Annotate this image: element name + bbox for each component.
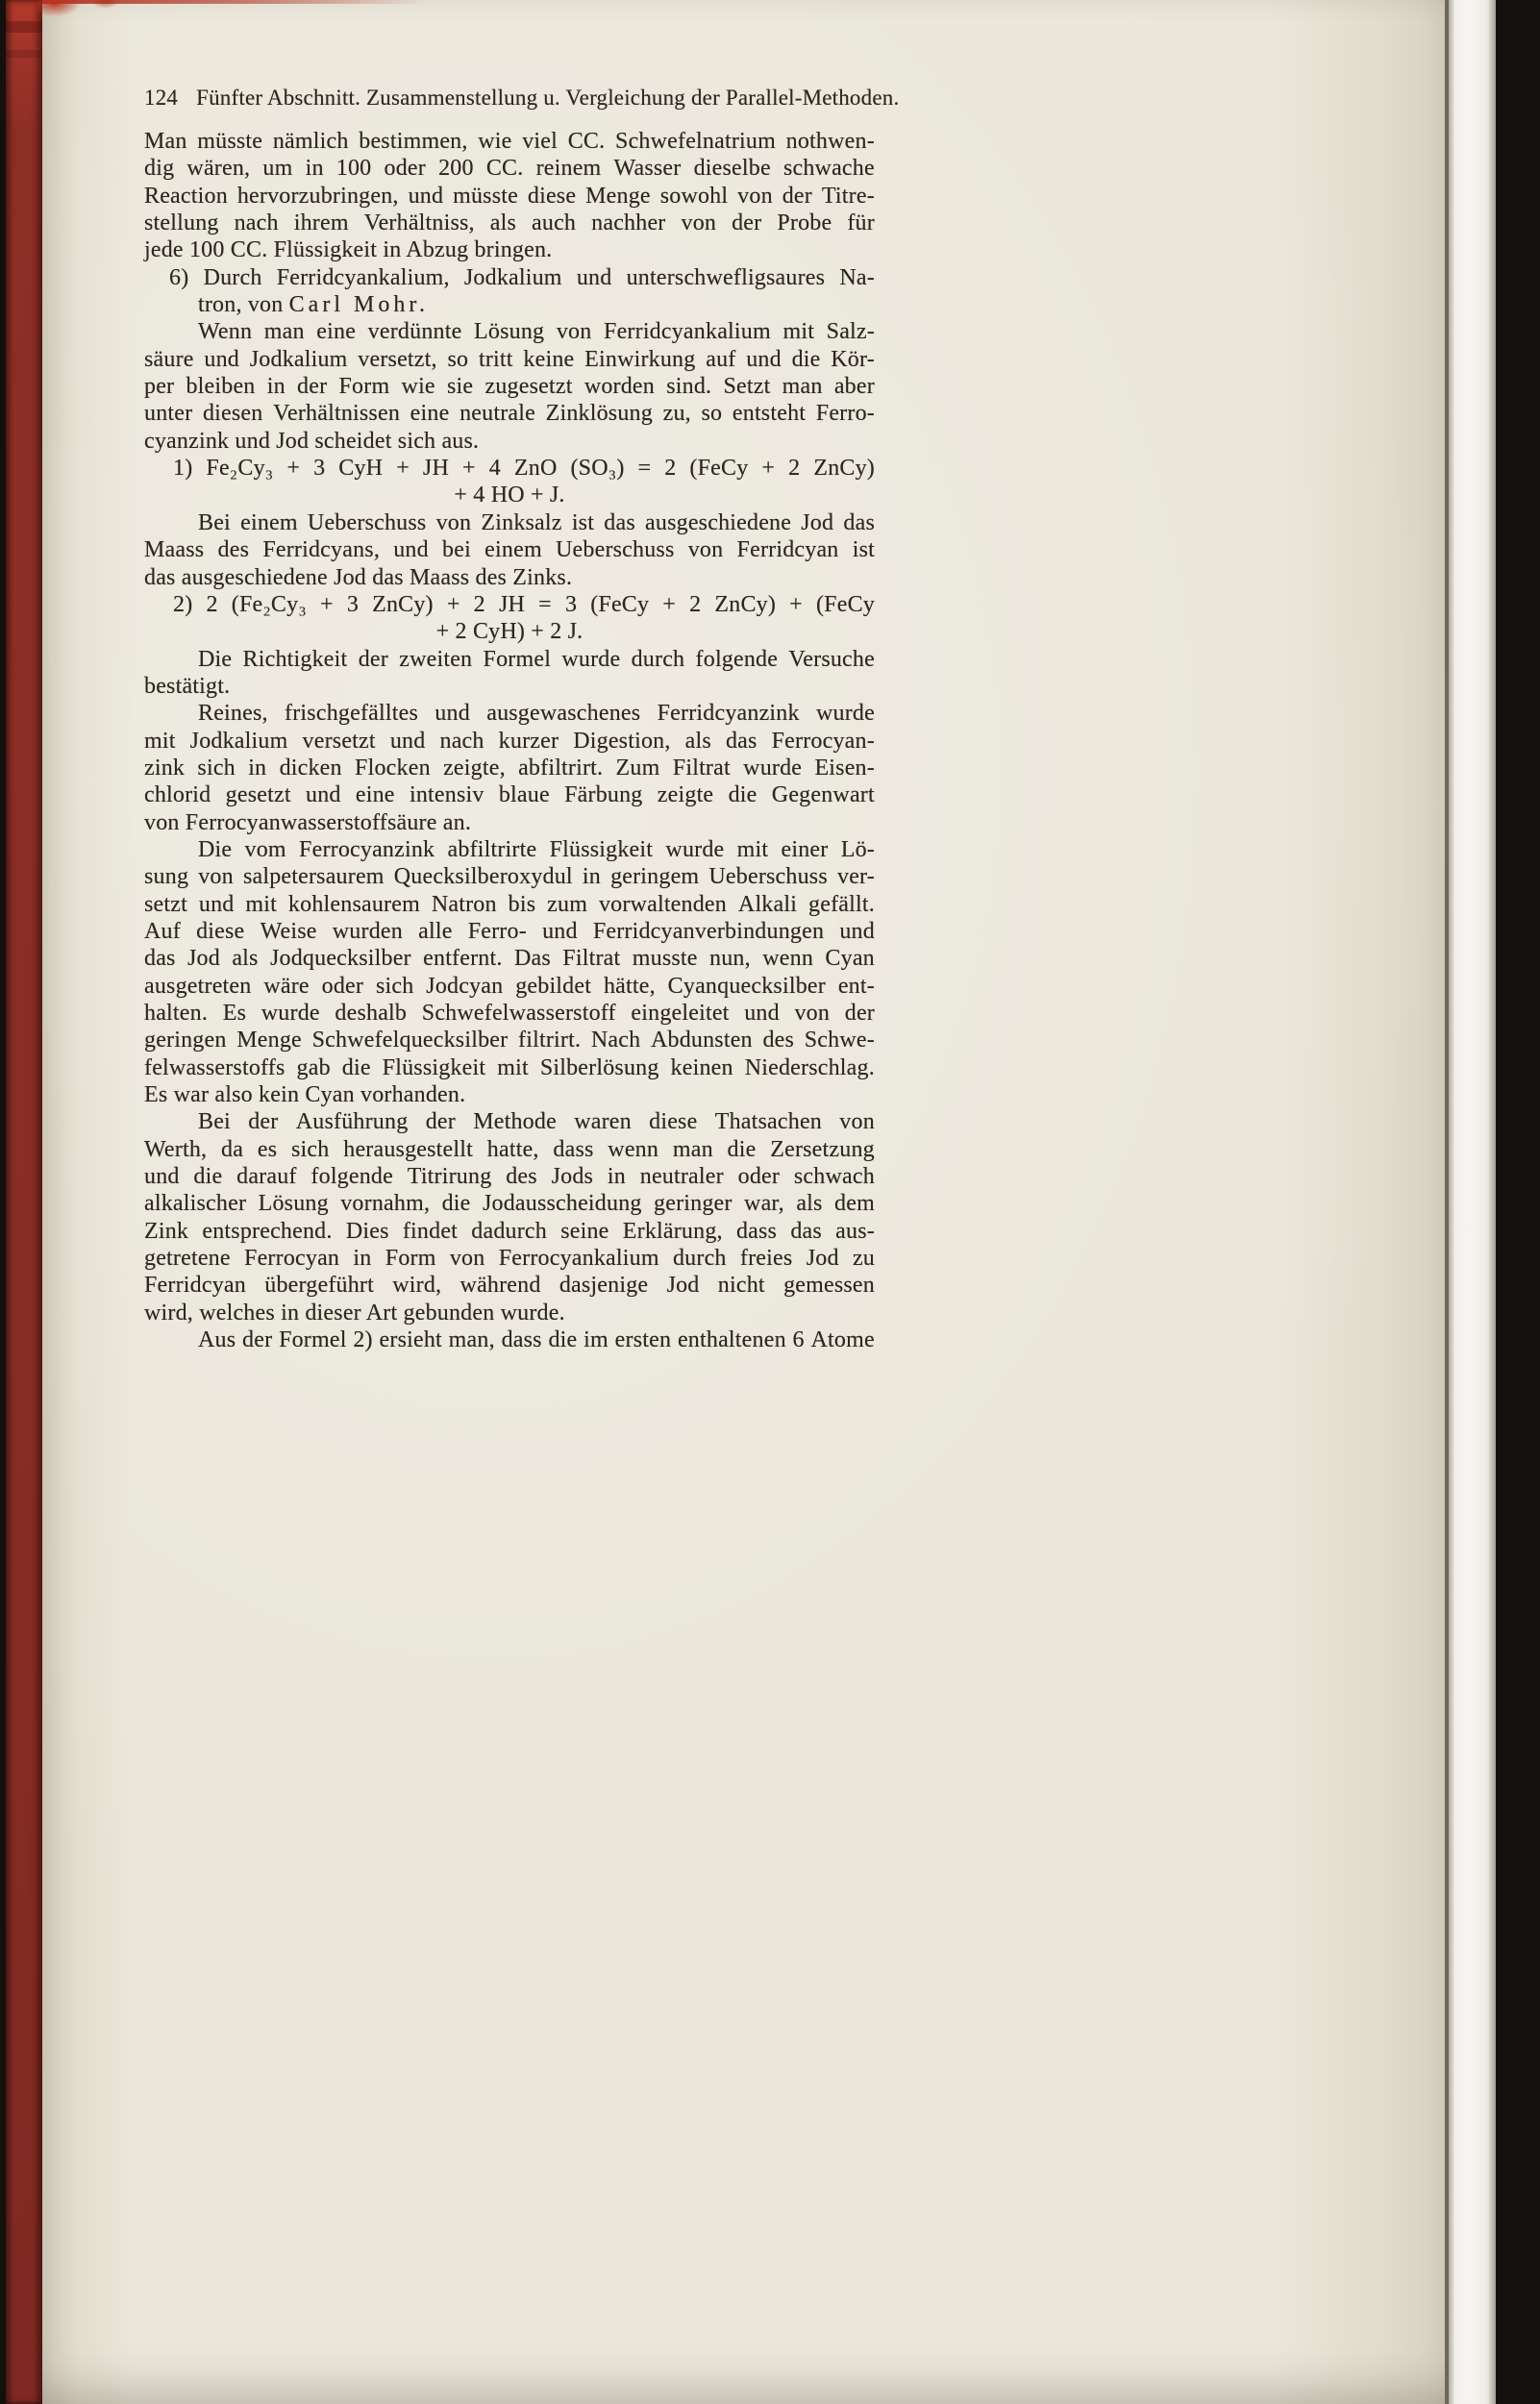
- text-line: das Jod als Jodquecksilber entfernt. Das Filtrat musste nun, wenn Cyan: [144, 946, 875, 972]
- paragraph: [144, 128, 875, 264]
- text-line: sung von salpetersaurem Quecksilberoxydul in geringem Ueberschuss ver-: [144, 864, 875, 890]
- red-ink-smudge-artifact: [92, 0, 125, 11]
- text-line: unter diesen Verhältnissen eine neutrale Zinklösung zu, so entsteht Ferro-: [144, 401, 875, 427]
- spine-dark-mark: [6, 21, 42, 33]
- text-line: Aus der Formel 2) ersieht man, dass die im ersten enthaltenen 6 Atome: [198, 1327, 875, 1353]
- text-line: Werth, da es sich herausgestellt hatte, dass wenn man die Zersetzung: [144, 1136, 875, 1162]
- text-line: ausgetreten wäre oder sich Jodcyan gebildet hätte, Cyanquecksilber ent-: [144, 973, 875, 999]
- text-line: Maass des Ferridcyans, und bei einem Ueberschuss von Ferridcyan ist: [144, 537, 875, 563]
- paragraph: [144, 1108, 875, 1326]
- text-line: das ausgeschiedene Jod das Maass des Zinks.: [144, 564, 573, 590]
- text-line: 2) 2 (Fe₂Cy₃ + 3 ZnCy) + 2 JH = 3 (FeCy + 2 ZnCy) + (FeCy: [173, 591, 875, 617]
- paragraph: [144, 646, 875, 701]
- text-line: Bei einem Ueberschuss von Zinksalz ist das ausgeschiedene Jod das: [198, 509, 875, 535]
- text-line: tron, von Carl Mohr.: [198, 292, 429, 318]
- text-line: getretene Ferrocyan in Form von Ferrocyankalium durch freies Jod zu: [144, 1246, 875, 1272]
- text-line: jede 100 CC. Flüssigkeit in Abzug bringen.: [144, 237, 553, 263]
- text-line: und die darauf folgende Titrirung des Jods in neutraler oder schwach: [144, 1164, 875, 1190]
- text-line: Es war also kein Cyan vorhanden.: [144, 1082, 466, 1108]
- text-line: 6) Durch Ferridcyankalium, Jodkalium und unterschwefligsaures Na-: [169, 264, 875, 290]
- text-line: 1) Fe₂Cy₃ + 3 CyH + JH + 4 ZnO (SO₃) = 2 (FeCy + 2 ZnCy): [173, 456, 875, 482]
- text-line: Reaction hervorzubringen, und müsste diese Menge sowohl von der Titre-: [144, 183, 875, 209]
- text-line: säure und Jodkalium versetzt, so tritt keine Einwirkung auf und die Kör-: [144, 346, 875, 372]
- text-line: Reines, frischgefälltes und ausgewaschenes Ferridcyanzink wurde: [198, 701, 875, 727]
- paragraph: [144, 700, 875, 836]
- running-title: Fünfter Abschnitt. Zusammenstellung u. Vergleichung der Parallel-Methoden.: [196, 86, 900, 110]
- text-line: Wenn man eine verdünnte Lösung von Ferridcyankalium mit Salz-: [198, 319, 875, 345]
- text-line: Zink entsprechend. Dies findet dadurch seine Erklärung, dass das aus-: [144, 1218, 875, 1244]
- formula: [144, 455, 875, 509]
- text-line: halten. Es wurde deshalb Schwefelwasserstoff eingeleitet und von der: [144, 1001, 875, 1026]
- text-column: [144, 85, 900, 1353]
- text-line: + 4 HO + J.: [454, 483, 565, 508]
- running-header: [144, 85, 900, 112]
- document-body: [144, 128, 875, 1353]
- text-line: Man müsste nämlich bestimmen, wie viel CC. Schwefelnatrium nothwen-: [144, 129, 875, 154]
- text-line: von Ferrocyanwasserstoffsäure an.: [144, 809, 472, 835]
- text-line: Auf diese Weise wurden alle Ferro- und Ferridcyanverbindungen und: [144, 918, 875, 944]
- text-line: stellung nach ihrem Verhältniss, als auch nachher von der Probe für: [144, 211, 875, 236]
- page-number: 124: [144, 86, 179, 110]
- red-ink-smudge-artifact: [37, 0, 96, 21]
- text-line: mit Jodkalium versetzt und nach kurzer Digestion, als das Ferrocyan-: [144, 728, 875, 754]
- next-page-edge: [1449, 0, 1496, 2404]
- text-line: Ferridcyan übergeführt wird, während dasjenige Jod nicht gemessen: [144, 1273, 875, 1299]
- text-line: setzt und mit kohlensaurem Natron bis zum vorwaltenden Alkali gefällt.: [144, 891, 875, 917]
- book-spine-red-edge: [6, 0, 42, 2404]
- text-line: dig wären, um in 100 oder 200 CC. reinem Wasser dieselbe schwache: [144, 156, 875, 182]
- text-line: bestätigt.: [144, 673, 231, 699]
- text-line: zink sich in dicken Flocken zeigte, abfiltrirt. Zum Filtrat wurde Eisen-: [144, 755, 875, 781]
- text-line: wird, welches in dieser Art gebunden wurde.: [144, 1300, 565, 1326]
- text-line: Die vom Ferrocyanzink abfiltrirte Flüssigkeit wurde mit einer Lö-: [198, 836, 875, 862]
- formula: [144, 591, 875, 646]
- text-line: alkalischer Lösung vornahm, die Jodausscheidung geringer war, als dem: [144, 1191, 875, 1217]
- paragraph: [144, 509, 875, 591]
- text-line: Bei der Ausführung der Methode waren diese Thatsachen von: [198, 1109, 875, 1135]
- text-line: + 2 CyH) + 2 J.: [435, 619, 584, 645]
- paragraph: [144, 318, 875, 455]
- text-line: chlorid gesetzt und eine intensiv blaue Färbung zeigte die Gegenwart: [144, 782, 875, 808]
- paragraph: [144, 1326, 875, 1353]
- spine-dark-mark: [6, 50, 42, 58]
- text-line: cyanzink und Jod scheidet sich aus.: [144, 428, 480, 454]
- text-line: Die Richtigkeit der zweiten Formel wurde durch folgende Versuche: [198, 646, 875, 672]
- paragraph: [144, 264, 875, 319]
- text-line: geringen Menge Schwefelquecksilber filtrirt. Nach Abdunsten des Schwe-: [144, 1028, 875, 1053]
- text-line: per bleiben in der Form wie sie zugesetzt worden sind. Setzt man aber: [144, 374, 875, 400]
- paragraph: [144, 836, 875, 1108]
- text-line: felwasserstoffs gab die Flüssigkeit mit Silberlösung keinen Niederschlag.: [144, 1054, 875, 1080]
